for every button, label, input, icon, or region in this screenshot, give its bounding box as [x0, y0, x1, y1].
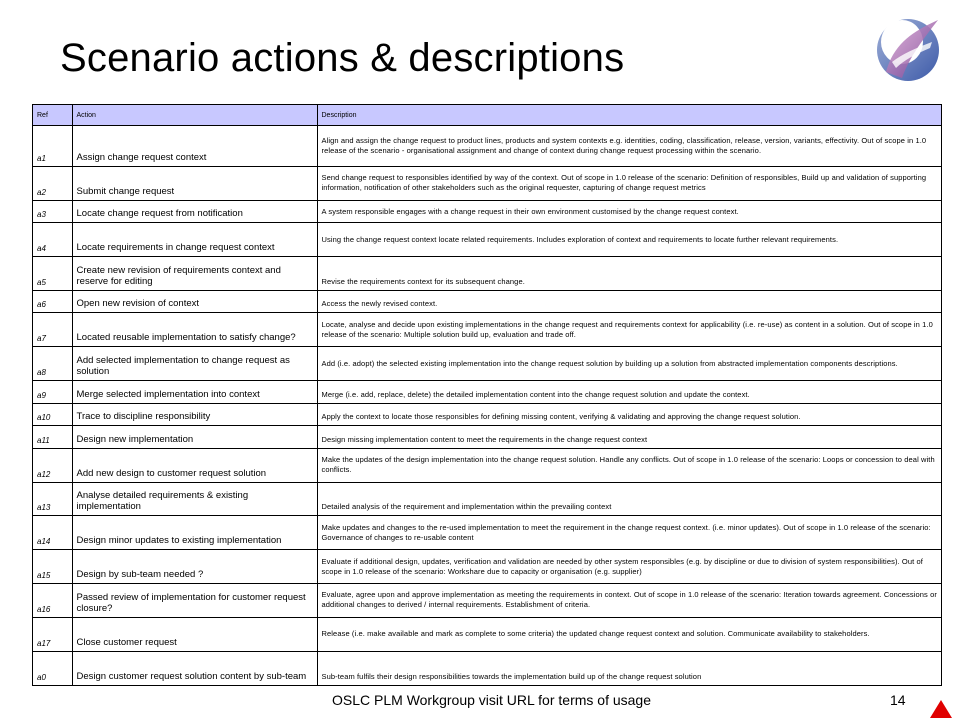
row-ref: a10: [33, 403, 72, 426]
table-row: [33, 426, 941, 449]
table-row: [33, 550, 941, 584]
row-ref: a3: [33, 200, 72, 223]
row-ref: a2: [33, 166, 72, 200]
row-description: Revise the requirements context for its subsequent change.: [317, 257, 941, 291]
row-description: Evaluate, agree upon and approve implementation as meeting the requirements in context. Out of scope in 1.0 release of the scenario: Iteration towards agreement. Concessions or additional changes to derived / internal requirements. Establishment of criteria.: [317, 583, 941, 617]
row-ref: a5: [33, 257, 72, 291]
table-row: [33, 617, 941, 651]
footer-text: OSLC PLM Workgroup visit URL for terms of usage: [332, 692, 651, 708]
row-ref: a6: [33, 290, 72, 313]
table-row: [33, 381, 941, 404]
row-action: Design new implementation: [72, 426, 317, 449]
table-row: [33, 347, 941, 381]
row-description: Using the change request context locate related requirements. Includes exploration of context and requirements to locate further relevant requirements.: [317, 223, 941, 257]
header-ref: Ref: [33, 105, 72, 126]
actions-table: [32, 104, 942, 686]
row-action: Trace to discipline responsibility: [72, 403, 317, 426]
table-row: [33, 651, 941, 685]
header-description: Description: [317, 105, 941, 126]
row-description: Detailed analysis of the requirement and implementation within the prevailing context: [317, 482, 941, 516]
row-action: Add selected implementation to change request as solution: [72, 347, 317, 381]
row-action: Locate change request from notification: [72, 200, 317, 223]
row-action: Assign change request context: [72, 126, 317, 167]
oslc-logo-icon: [872, 12, 944, 84]
table-row: [33, 166, 941, 200]
row-action: Passed review of implementation for customer request closure?: [72, 583, 317, 617]
row-description: Design missing implementation content to meet the requirements in the change request context: [317, 426, 941, 449]
row-ref: a4: [33, 223, 72, 257]
row-ref: a16: [33, 583, 72, 617]
header-action: Action: [72, 105, 317, 126]
table-row: [33, 223, 941, 257]
table-row: [33, 313, 941, 347]
row-action: Located reusable implementation to satisfy change?: [72, 313, 317, 347]
row-ref: a0: [33, 651, 72, 685]
row-action: Locate requirements in change request context: [72, 223, 317, 257]
row-description: Make the updates of the design implementation into the change request solution. Handle any conflicts. Out of scope in 1.0 release of the scenario: Loops or concession to deal with conflicts.: [317, 448, 941, 482]
table-row: [33, 583, 941, 617]
row-description: Make updates and changes to the re-used implementation to meet the requirement in the change request context. (i.e. minor updates). Out of scope in 1.0 release of the scenario: Governance of changes to re-usable content: [317, 516, 941, 550]
row-ref: a14: [33, 516, 72, 550]
row-ref: a17: [33, 617, 72, 651]
row-action: Add new design to customer request solution: [72, 448, 317, 482]
row-ref: a9: [33, 381, 72, 404]
row-action: Close customer request: [72, 617, 317, 651]
table-row: [33, 516, 941, 550]
row-action: Open new revision of context: [72, 290, 317, 313]
row-ref: a1: [33, 126, 72, 167]
row-description: Send change request to responsibles identified by way of the context. Out of scope in 1.0 release of the scenario: Definition of responsibles, Build up and validation of supporting information, notification of other stakeholders such as the original requester, capturing of change request metrics: [317, 166, 941, 200]
row-ref: a13: [33, 482, 72, 516]
row-action: Merge selected implementation into context: [72, 381, 317, 404]
page-title: Scenario actions & descriptions: [60, 36, 625, 80]
row-description: Add (i.e. adopt) the selected existing implementation into the change request solution by building up a solution from abstracted implementation components descriptions.: [317, 347, 941, 381]
nav-up-arrow-icon[interactable]: [930, 700, 952, 718]
row-description: Release (i.e. make available and mark as complete to some criteria) the updated change request context and solution. Communicate availability to stakeholders.: [317, 617, 941, 651]
row-description: Align and assign the change request to product lines, products and system contexts e.g. identities, coding, classification, release, version, variants, effectivity. Out of scope in 1.0 release of the scenario - organisational assignment and change of context during change request processing within the scenario.: [317, 126, 941, 167]
table-row: [33, 403, 941, 426]
row-action: Design by sub-team needed ?: [72, 550, 317, 584]
page-number: 14: [890, 692, 906, 708]
table-row: [33, 482, 941, 516]
row-ref: a8: [33, 347, 72, 381]
row-description: Access the newly revised context.: [317, 290, 941, 313]
row-ref: a11: [33, 426, 72, 449]
row-action: Analyse detailed requirements & existing implementation: [72, 482, 317, 516]
table-row: [33, 126, 941, 167]
table-row: [33, 257, 941, 291]
row-ref: a15: [33, 550, 72, 584]
table-header-row: [33, 105, 941, 126]
row-action: Create new revision of requirements context and reserve for editing: [72, 257, 317, 291]
row-description: Merge (i.e. add, replace, delete) the detailed implementation content into the change request solution and update the context.: [317, 381, 941, 404]
row-description: Locate, analyse and decide upon existing implementations in the change request and requirements context for applicability (i.e. re-use) as content in a solution. Out of scope in 1.0 release of the scenario: Multiple solution build up, evaluation and trade off.: [317, 313, 941, 347]
table-row: [33, 200, 941, 223]
row-description: Apply the context to locate those responsibles for defining missing content, verifying & validating and approving the change request solution.: [317, 403, 941, 426]
table-row: [33, 290, 941, 313]
row-description: Sub-team fulfils their design responsibilities towards the implementation build up of the change request solution: [321, 672, 702, 681]
row-description: A system responsible engages with a change request in their own environment customised by the change request context.: [317, 200, 941, 223]
row-ref: a7: [33, 313, 72, 347]
row-description: Evaluate if additional design, updates, verification and validation are needed by other system responsibles (e.g. by discipline or due to division of system responsibilities). Out of scope in 1.0 release of the scenario: Workshare due to capacity or organisation (e.g. supplier): [317, 550, 941, 584]
row-action: Submit change request: [72, 166, 317, 200]
row-action: Design minor updates to existing implementation: [72, 516, 317, 550]
table-row: [33, 448, 941, 482]
row-action: Design customer request solution content by sub-team: [72, 651, 317, 685]
row-ref: a12: [33, 448, 72, 482]
